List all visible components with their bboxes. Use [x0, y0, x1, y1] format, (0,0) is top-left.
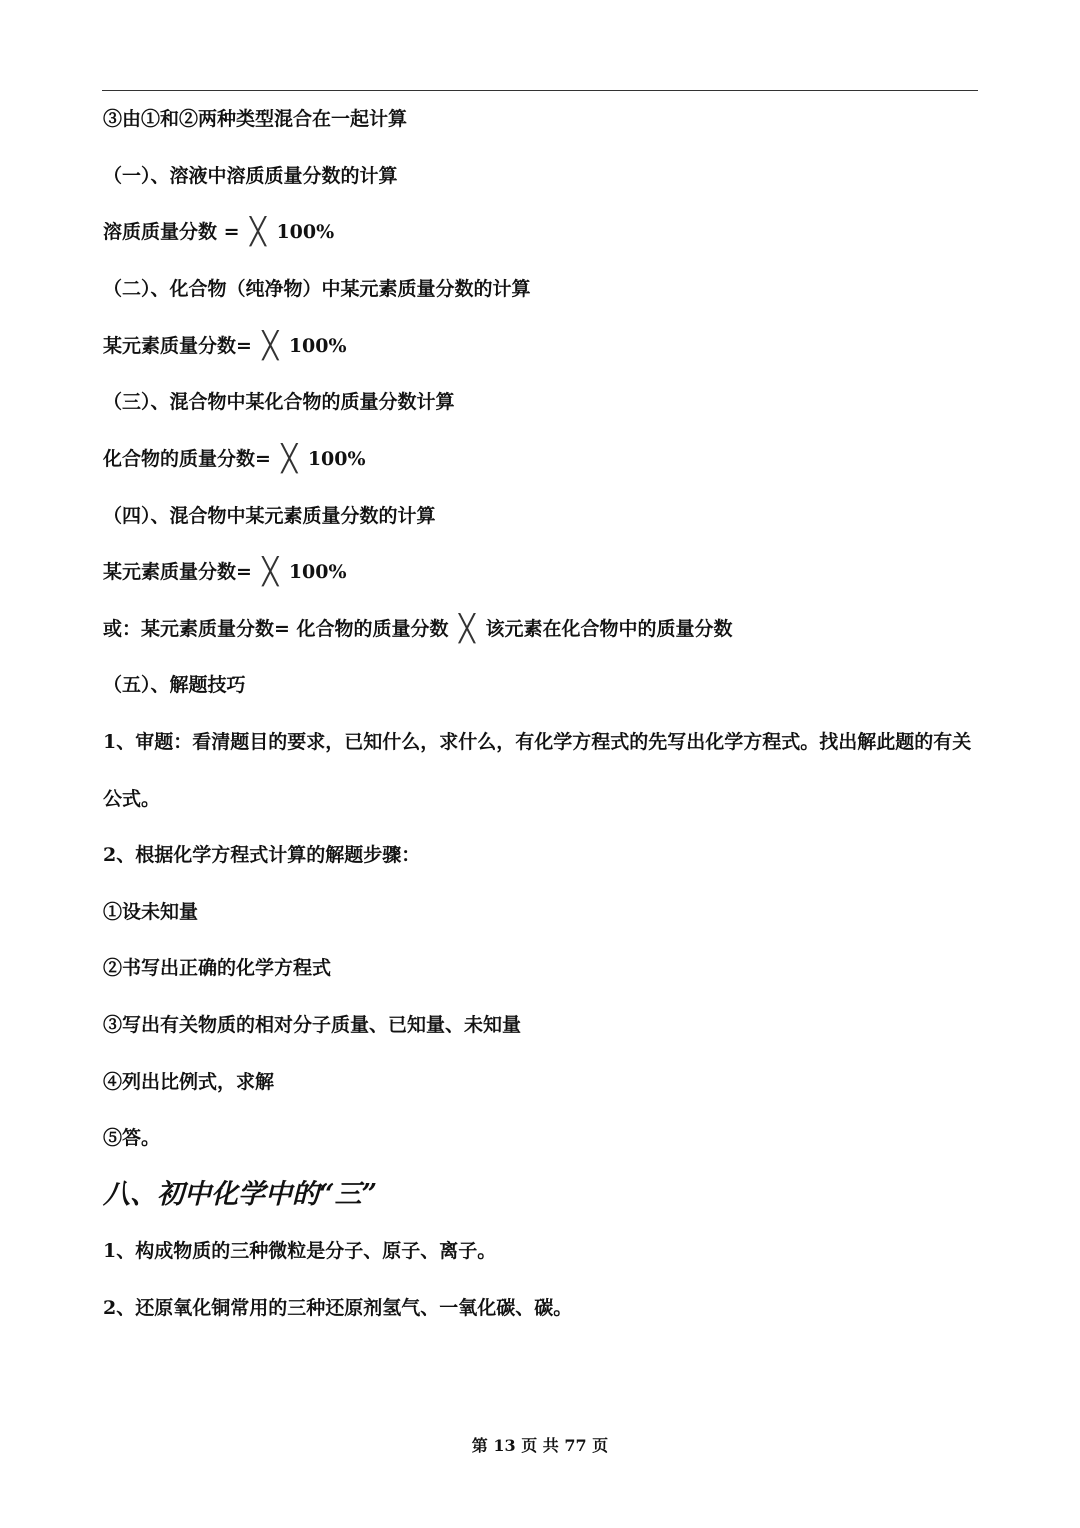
- text-line: 2、根据化学方程式计算的解题步骤：: [103, 844, 421, 866]
- times-sign: ╳: [281, 444, 298, 474]
- formula-right: 该元素在化合物中的质量分数: [485, 618, 733, 640]
- subheading-compound-element: （二）、化合物（纯净物）中某元素质量分数的计算: [103, 278, 531, 300]
- text-line: 公式。: [103, 788, 161, 810]
- step-item: ④列出比例式，求解: [103, 1071, 275, 1093]
- formula-element-mass-fraction-2: [103, 557, 347, 587]
- formula-compound-mass-fraction: [103, 444, 366, 474]
- subheading-mixture-element: （四）、混合物中某元素质量分数的计算: [103, 505, 436, 527]
- formula-alternative: [103, 614, 733, 644]
- step-item: ③写出有关物质的相对分子质量、已知量、未知量: [103, 1014, 522, 1036]
- subheading-solution-mass-fraction: （一）、溶液中溶质质量分数的计算: [103, 165, 398, 187]
- page-number: 第 13 页 共 77 页: [471, 1436, 609, 1455]
- times-sign: ╳: [250, 217, 266, 247]
- formula-left: 某元素质量分数=: [103, 335, 252, 357]
- section-heading: 八、初中化学中的“三”: [103, 1179, 378, 1210]
- step-item: ①设未知量: [103, 901, 199, 923]
- formula-left: 化合物的质量分数=: [103, 448, 271, 470]
- text-line: ③由①和②两种类型混合在一起计算: [103, 108, 408, 130]
- subheading-problem-solving-tips: （五）、解题技巧: [103, 674, 246, 696]
- times-sign: ╳: [262, 557, 279, 587]
- formula-right: 100%: [307, 448, 366, 470]
- step-item: ⑤答。: [103, 1127, 161, 1149]
- text-line: 1、构成物质的三种微粒是分子、原子、离子。: [103, 1240, 497, 1262]
- formula-solute-mass-fraction: [103, 217, 335, 247]
- header-rule: [102, 90, 978, 91]
- formula-right: 100%: [288, 335, 347, 357]
- formula-right: 100%: [288, 561, 347, 583]
- formula-element-mass-fraction: [103, 331, 347, 361]
- times-sign: ╳: [459, 614, 475, 644]
- times-sign: ╳: [262, 331, 279, 361]
- subheading-mixture-compound: （三）、混合物中某化合物的质量分数计算: [103, 391, 455, 413]
- formula-left: 某元素质量分数=: [103, 561, 252, 583]
- formula-left: 溶质质量分数 =: [103, 221, 240, 243]
- text-line: 2、还原氧化铜常用的三种还原剂氢气、一氧化碳、碳。: [103, 1297, 573, 1319]
- formula-left: 或：某元素质量分数= 化合物的质量分数: [103, 618, 449, 640]
- text-line: 1、审题：看清题目的要求，已知什么，求什么，有化学方程式的先写出化学方程式。找出解此题的有关: [103, 731, 972, 753]
- step-item: ②书写出正确的化学方程式: [103, 957, 332, 979]
- formula-right: 100%: [276, 221, 335, 243]
